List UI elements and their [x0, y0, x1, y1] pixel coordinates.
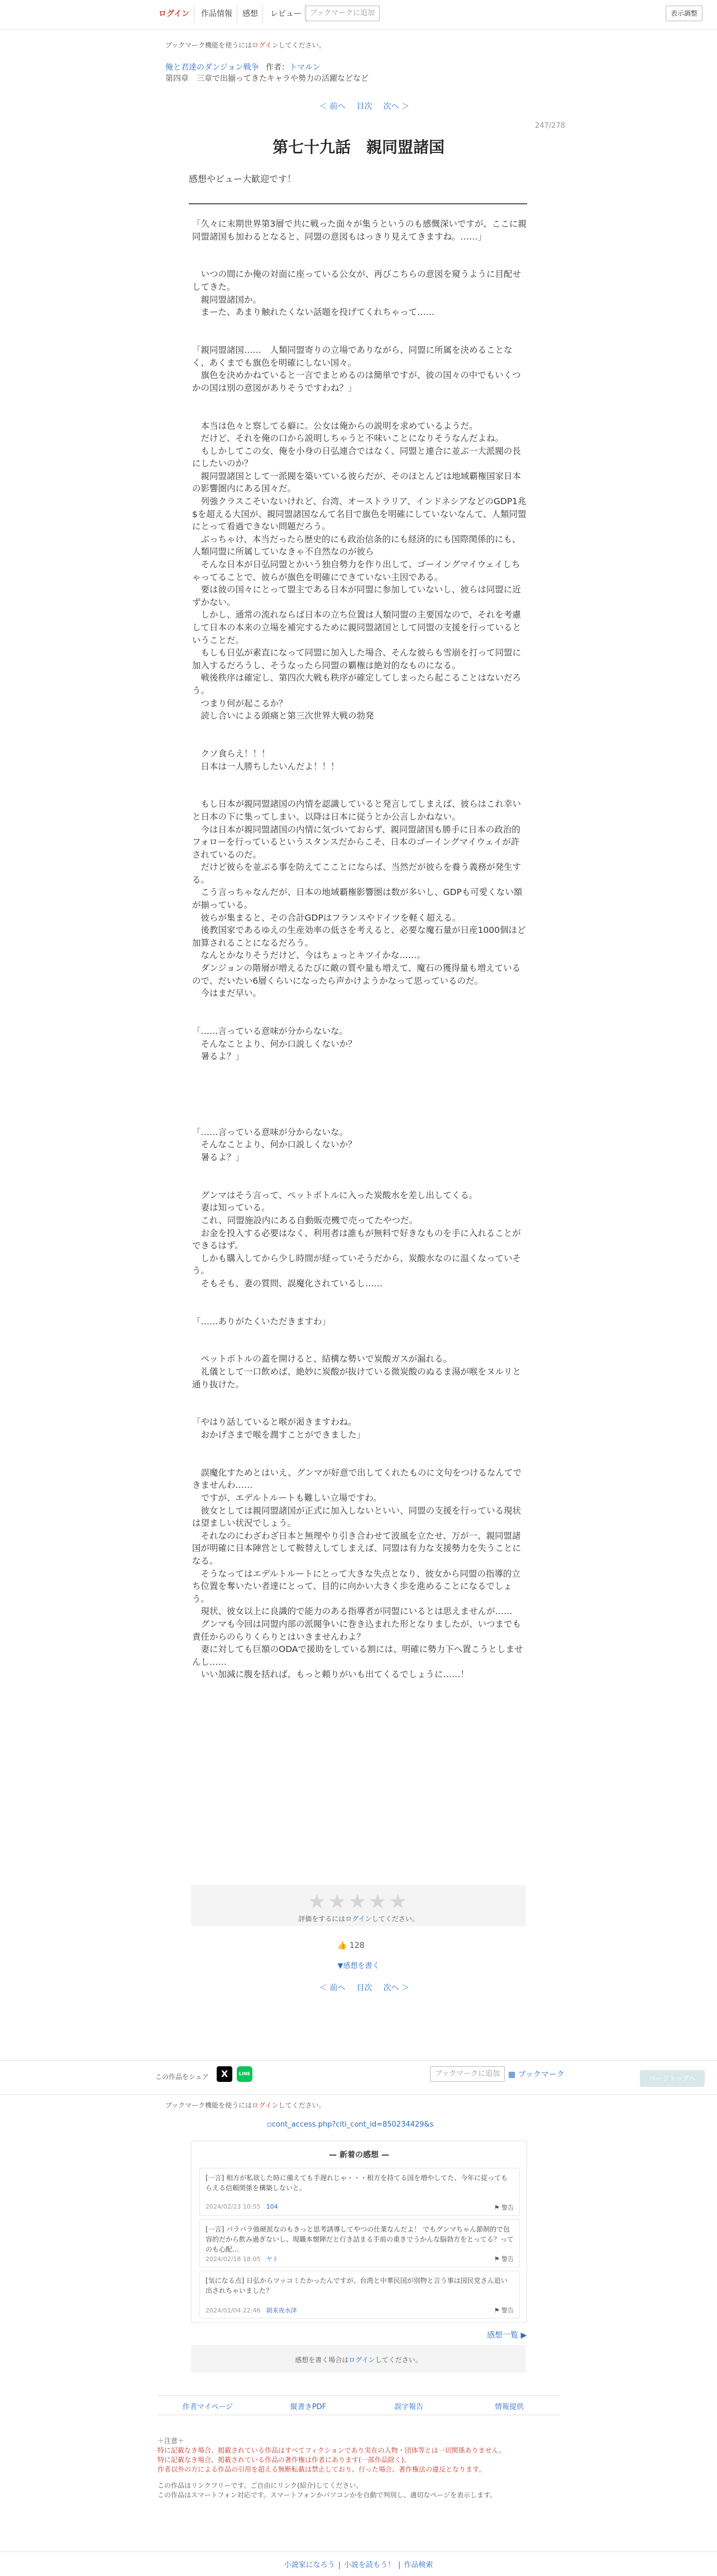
body-line: 日本は一人勝ちしたいんだよ！！！ — [192, 761, 340, 772]
preface-text: 感想やビュー大歓迎です！ — [189, 174, 297, 184]
impression-user-link[interactable]: ヤト — [266, 2256, 279, 2263]
body-line: それなのにわざわざ日本と無理やり引き合わせて波風を立たせ、万が一、親同盟諸国が明確に日本陣営として鞍替えしてしまえば、同盟は有力な支援勢力を失うことになる。 — [192, 1530, 522, 1566]
impression-user-link[interactable]: 朝来夜水津 — [266, 2307, 297, 2314]
body-line: まーた、あまり触れたくない話題を投げてくれちゃって…… — [192, 307, 435, 318]
body-line: ぶっちゃけ、本当だったら歴史的にも政治信条的にも経済的にも国際関係的にも、人類同盟に所属していなきゃ不自然なのが彼ら — [192, 534, 521, 557]
body-line: 今はまだ早い。 — [192, 988, 262, 999]
impression-text[interactable]: [一言] 相方が私欲した時に備えても手遅れじゃ・・・相方を持てる国を増やしてた、今年に従ってもらえる信頼関係を構築しないと。 — [205, 2174, 508, 2192]
impression-meta — [205, 2254, 279, 2263]
bookmark-add-button[interactable]: ブックマークに追加 — [305, 6, 380, 21]
broken-image-link[interactable] — [267, 2120, 433, 2129]
body-line — [192, 1101, 527, 1114]
flag-icon: ⚑ — [494, 2204, 501, 2211]
body-line: 「……言っている意味が分からないな。 — [192, 1026, 348, 1036]
note-login-link[interactable]: ログイン — [252, 41, 279, 49]
notice-line: この作品はスマートフォン対応です。スマートフォンかパソコンかを自動で判別し、適切なページを表示します。 — [157, 2491, 497, 2499]
impression-meta — [205, 2306, 297, 2315]
impressions-link[interactable]: 感想 — [238, 4, 263, 23]
impression-card — [199, 2168, 520, 2216]
body-line: おかげさまで喉を潤すことができました」 — [192, 1430, 366, 1440]
x-share-icon[interactable]: X — [217, 2066, 232, 2082]
body-line — [192, 1176, 527, 1189]
info-provide-link[interactable]: 情報提供 — [494, 2403, 524, 2411]
note-text: ブックマーク機能を使うには — [165, 41, 252, 49]
note-text: 感想を書く場合は — [295, 2356, 349, 2364]
narou-link[interactable]: 小説家になろう — [284, 2561, 335, 2569]
impression-card — [199, 2219, 520, 2267]
all-impressions-link[interactable]: 感想一覧 ▶ — [487, 2331, 527, 2340]
body-line: 「……言っている意味が分からないな。 — [192, 1127, 348, 1137]
author-link[interactable]: トマルン — [289, 63, 321, 72]
body-line: しかも購入してから少し時間が経っていそうだから、炭酸水なのに温くなっていそう。 — [192, 1253, 522, 1276]
bookmark-login-note — [165, 2100, 326, 2110]
work-info-link[interactable]: 作品情報 — [197, 4, 237, 23]
body-line: だけど、それを俺の口から説明しちゃうと不味いことになりそうなんだよね。 — [192, 433, 504, 444]
notice-block — [157, 2436, 560, 2500]
preface-divider — [189, 203, 527, 204]
body-line: 現状、彼女以上に良識的で能力のある指導者が同盟にいるとは思えませんが…… — [192, 1606, 513, 1617]
body-line — [192, 243, 527, 256]
footer-links — [157, 2395, 560, 2415]
body-line: 誤魔化すためとはいえ、グンマが好意で出してくれたものに文句をつけるなんてできませんわ…… — [192, 1467, 522, 1491]
body-line: もし日本が親同盟諸国の内情を認識していると発言してしまえば、彼らはこれ幸いと日本の下に集ってしまい、以降は日本に従うとか公言しかねない。 — [192, 799, 522, 822]
toc-link[interactable]: 目次 — [356, 1984, 372, 1993]
body-line: 後教国家であるゆえの生産効率の低さを考えると、必要な魔石量が日産1000個ほど加算されることになるだろう。 — [192, 925, 526, 948]
body-line: ペットボトルの蓋を開けると、結構な勢いで炭酸ガスが漏れる。 — [192, 1354, 452, 1364]
note-text: してください。 — [371, 1915, 419, 1923]
bottom-links: 小説家になろう | 小説を読もう！ | 作品検索 — [284, 2561, 433, 2569]
body-line: グンマも今回は同盟内部の派閥争いに巻き込まれた形となりましたが、いつまでも責任からのらりくらりとはいきませんわよ？ — [192, 1619, 522, 1642]
report-link[interactable] — [494, 2203, 514, 2212]
body-line: 「親同盟諸国…… 人類同盟寄りの立場でありながら、同盟に所属を決めることなく、あくまでも旗色を明確にしない国々。 — [192, 344, 513, 368]
body-line: 戦後秩序は確定し、第四次大戦も秩序が確定してしまったら起こることはないだろう。 — [192, 673, 522, 696]
episode-title: 第七十九話 親同盟諸国 — [272, 138, 444, 156]
body-line: そんなことより、何か口説しくないか？ — [192, 1139, 357, 1150]
top-navigation — [0, 0, 717, 30]
rating-login-note — [191, 1914, 526, 1923]
body-line — [192, 1404, 527, 1416]
image-alt-text: cont_access.php?citi_cont_id=850234429&s — [271, 2120, 434, 2129]
toc-link[interactable]: 目次 — [356, 102, 372, 111]
body-line — [192, 722, 527, 735]
impression-date: 2024/02/23 10:55 — [205, 2203, 261, 2210]
body-line — [192, 1164, 527, 1177]
body-line — [192, 1442, 527, 1454]
note-text: 評価をするには — [298, 1915, 346, 1923]
prev-link[interactable]: ＜ 前へ — [319, 102, 346, 111]
share-bar — [0, 2060, 717, 2095]
body-line: 妻に対しても巨額のODAで援助をしている割には、明確に勢力下へ置こうとしませんし…… — [192, 1644, 523, 1667]
body-line — [192, 1075, 527, 1088]
next-link[interactable]: 次へ ＞ — [383, 102, 409, 111]
body-line — [192, 786, 527, 798]
search-link[interactable]: 作品検索 — [404, 2561, 433, 2569]
body-line: そんな日本が日弘同盟とかいう独自勢力を作り出して、ゴーイングマイウェイしちゃってることで、彼らが旗色を明確にできていない主因である。 — [192, 559, 520, 582]
note-text: してください。 — [278, 2101, 326, 2109]
body-line: 暑るよ？」 — [192, 1051, 245, 1062]
body-line: ですが、エデルトルートも難しい立場ですわ。 — [192, 1492, 382, 1503]
report-label: 警告 — [501, 2256, 514, 2263]
bookmark-login-note — [165, 40, 326, 50]
body-line: もしかしてこの女、俺を小身の日弘連合ではなく、同盟と連合に並ぶ一大派閥の長にしたいのか？ — [192, 446, 521, 469]
impression-text[interactable]: [気になる点] 日弘からツッコミたかったんですが、台湾と中華民国が別物と言う事は国民党さん追い出されちゃいました？ — [205, 2277, 508, 2295]
body-line: 要は彼の国々にとって盟主である日本が同盟に参加していないし、彼らは同盟に近ずかない。 — [192, 585, 521, 607]
report-link[interactable] — [494, 2306, 514, 2315]
line-share-icon[interactable]: LINE — [237, 2066, 252, 2082]
bookmark-label: ブックマーク — [518, 2070, 565, 2079]
vertical-pdf-link[interactable]: 縦書きPDF — [290, 2403, 327, 2411]
notice-line: 特に記載なき場合、掲載されている作品はすべてフィクションであり実在の人物・団体等とは一切関係ありません。 — [157, 2446, 506, 2454]
write-impression-link[interactable]: ▼感想を書く — [337, 1962, 380, 1970]
body-line: こう言っちゃなんだが、日本の地域覇権影響圏は数が多いし、GDPも可愛くない額が揃っている。 — [192, 887, 523, 911]
body-line — [192, 1328, 527, 1340]
body-line — [192, 1290, 527, 1303]
impression-login-link[interactable]: ログイン — [348, 2356, 375, 2364]
impression-meta — [205, 2203, 278, 2210]
author-mypage-link[interactable]: 作者マイページ — [182, 2403, 233, 2411]
body-line — [192, 1088, 527, 1101]
report-link[interactable] — [494, 2254, 514, 2263]
note-login-link[interactable]: ログイン — [252, 2101, 279, 2109]
note-text: してください。 — [375, 2356, 422, 2364]
impression-date: 2024/01/04 22:46 — [205, 2307, 261, 2314]
body-line: つまり何が起こるか？ — [192, 698, 288, 708]
flag-icon: ⚑ — [494, 2256, 501, 2263]
bookmark-icon: ▦ — [508, 2070, 518, 2079]
body-line — [192, 735, 527, 748]
like-button[interactable] — [337, 1941, 365, 1950]
body-line: グンマはそう言って、ペットボトルに入った炭酸水を差し出してくる。 — [192, 1190, 478, 1200]
body-line — [192, 331, 527, 344]
body-line: そもそも、妻の質問、誤魔化されているし…… — [192, 1278, 383, 1289]
impression-login-box — [191, 2345, 526, 2373]
note-text: してください。 — [278, 41, 326, 49]
body-line — [192, 1113, 527, 1126]
body-line: 暑るよ？」 — [192, 1152, 245, 1162]
note-text: ブックマーク機能を使うには — [165, 2101, 252, 2109]
body-line: 親同盟諸国か。 — [192, 294, 262, 305]
bottom-bar — [0, 2551, 717, 2576]
broken-image-icon: ▫ — [267, 2120, 272, 2129]
body-line — [192, 394, 527, 407]
star-rating[interactable]: ★★★★★ — [308, 1890, 409, 1913]
review-link[interactable]: レビュー — [266, 4, 307, 23]
body-line: 礼儀として一口飲めば、絶妙に炭酸が抜けている微炭酸のぬるま湯が喉をヌルリと通り抜けた。 — [192, 1367, 522, 1390]
page-top-button[interactable]: ページトップへ — [640, 2070, 705, 2087]
body-line — [192, 1000, 527, 1013]
body-line — [192, 1340, 527, 1353]
body-line: 彼らが集まると、その合計GDPはフランスやドイツを軽く超える。 — [192, 912, 461, 923]
report-label: 警告 — [501, 2307, 514, 2314]
body-line: なんとかなりそうだけど、今はちょっとキツイかな……。 — [192, 950, 426, 961]
recent-impressions-title: — 新着の感想 — — [329, 2151, 389, 2160]
bookmark-add-button[interactable]: ブックマークに追加 — [430, 2066, 505, 2082]
body-line: 「やはり話していると喉が渇きますわね。 — [192, 1417, 357, 1428]
body-line: 「久々に末期世界第3層で共に戦った面々が集うというのも感慨深いですが、ここに親同盟諸国も加わるとなると、同盟の意図もはっきり見えてきますね。……」 — [192, 219, 527, 242]
login-link[interactable]: ログイン — [154, 4, 194, 23]
body-line: もしも日弘が素直になって同盟に加入した場合、そんな彼らも雪崩を打って同盟に加入するだろうし、そうなったら同盟の覇権は絶対的なものになる。 — [192, 648, 522, 671]
body-line: 列強クラスこそいないけれど、台湾、オーストラリア、インドネシアなどのGDP1兆$を超える大国が、親同盟諸国なんて名目で旗色を明確にしていないなんて、人類同盟にとって看過できない問題だろう。 — [192, 496, 527, 532]
chapter-title: 第四章 三章で出揃ってきたキャラや勢力の活躍などなど — [165, 74, 369, 83]
body-line: いつの間にか俺の対面に座っている公女が、再びこちらの意図を窺うように目配せしてきた。 — [192, 269, 522, 292]
next-link[interactable]: 次へ ＞ — [383, 1984, 409, 1993]
body-line: 妻は知っている。 — [192, 1203, 270, 1213]
rating-login-link[interactable]: ログイン — [345, 1915, 372, 1923]
body-line — [192, 256, 527, 269]
yomou-link[interactable]: 小説を読もう！ — [343, 2561, 395, 2569]
body-line: そんなことより、何か口説しくないか？ — [192, 1038, 357, 1049]
notice-line: 特に記載なき場合、掲載されている作品の著作権は作者にあります(一部作品除く)。 — [157, 2456, 411, 2464]
body-line: クソ食らえ！！！ — [192, 748, 270, 759]
body-line: 本当は色々と察してる癖に。公女は俺からの説明を求めているようだ。 — [192, 420, 478, 431]
impression-login-note — [191, 2355, 526, 2364]
typo-report-link[interactable]: 誤字報告 — [394, 2403, 423, 2411]
impression-text[interactable]: [一言] パラパラ強硬派なのもきっと思考誘導してやつの仕業なんだよ！ でもグンマちゃん節制的で包容的だから飲み過ぎないし、現職本懐陣だと行き詰まる手前の重きでうかんな脳勃方をとってる？ってのも心配… — [205, 2225, 514, 2253]
body-line: だけど彼らを並ぶる事を防えてこことにならば、当然だが彼らを養う義務が発生する。 — [192, 862, 522, 885]
impression-date: 2024/02/18 18:05 — [205, 2256, 261, 2263]
body-line — [192, 1391, 527, 1404]
series-info — [165, 61, 321, 73]
notice-heading: ＋注意＋ — [157, 2437, 185, 2445]
body-line: 彼女としては親同盟諸国が正式に加入しないといい、同盟の支援を行っている現状は望ましい状況でしょう。 — [192, 1505, 522, 1529]
author-label: 作者： — [265, 63, 289, 72]
series-title-link[interactable]: 俺と君達のダンジョン戦争 — [165, 63, 259, 72]
body-line: 旗色を決めかねていると一言でまとめるのは簡単ですが、彼の国々の中でもいくつかの国は別の意図がありそうですわね？」 — [192, 370, 521, 393]
notice-line: この作品はリンクフリーです。ご自由にリンク(紹介)してください。 — [157, 2482, 363, 2489]
bookmark-link[interactable] — [508, 2069, 565, 2080]
body-line — [192, 773, 527, 786]
body-line: ダンジョンの階層が増えるたびに敵の質や量も増えて、魔石の獲得量も増えているので、だいたい6層くらいになったら声かけようかなって思っているのだ。 — [192, 963, 521, 986]
display-settings-button[interactable]: 表示調整 — [666, 6, 702, 21]
pager-bottom — [314, 1982, 415, 1993]
body-line: 「……ありがたくいただきますわ」 — [192, 1316, 331, 1327]
share-label: この作品をシェア — [155, 2073, 209, 2081]
recent-impressions — [191, 2141, 527, 2323]
like-count: 128 — [349, 1941, 365, 1950]
rating-box — [191, 1885, 526, 1926]
body-line — [192, 1063, 527, 1076]
body-line: お金を投入する必要はなく、利用者は誰もが無料で好きなものを手に入れることができるはず。 — [192, 1228, 521, 1251]
notice-line: 作者以外の方による作品の引用を超える無断転載は禁止しており、行った場合、著作権法の違反となります。 — [157, 2465, 486, 2473]
page-count: 247/278 — [534, 122, 565, 130]
body-line: 親同盟諸国として一派閥を築いている彼らだが、そのほとんどは地域覇権国家日本の影響圏内にある国々だ。 — [192, 471, 522, 494]
body-line: そうなってはエデルトルートにとって大きな失点となり、彼女から同盟の指導的立ち位置を奪いたい者達にとって、目的に向かい大きく歩を進めることになるでしょう。 — [192, 1568, 520, 1604]
body-line: いい加減に腹を括れば、もっと頼りがいも出てくるでしょうに……！ — [192, 1669, 469, 1680]
thumbs-up-icon: 👍 — [337, 1941, 347, 1950]
body-line: これ、同盟施設内にある自動販売機で売ってたやつだ。 — [192, 1215, 418, 1225]
body-line — [192, 1454, 527, 1467]
title-text: 新着の感想 — [340, 2151, 379, 2160]
flag-icon: ⚑ — [494, 2307, 501, 2314]
impression-card — [199, 2271, 520, 2319]
body-line: 読し合いによる頭痛と第三次世界大戦の勃発 — [192, 711, 374, 721]
pager-top — [314, 100, 415, 112]
report-label: 警告 — [501, 2204, 514, 2211]
body-line — [192, 407, 527, 420]
prev-link[interactable]: ＜ 前へ — [319, 1984, 346, 1993]
novel-body — [192, 218, 527, 1681]
body-line: しかし、通常の流れならば日本の立ち位置は人類同盟の主要国なので、それを考慮して日本の本来の立場を補完するために親同盟諸国として同盟の支援を行っているということだ。 — [192, 610, 522, 645]
body-line — [192, 1303, 527, 1315]
body-line — [192, 1012, 527, 1025]
body-line: 今は日本が親同盟諸国の内情に気づいておらず、親同盟諸国も勝手に日本の政治的フォローを行っているというスタンスだからこそ、日本のゴーイングマイウェイが許されているのだ。 — [192, 824, 520, 860]
body-line — [192, 319, 527, 332]
impression-user-link[interactable]: 104 — [266, 2203, 278, 2210]
